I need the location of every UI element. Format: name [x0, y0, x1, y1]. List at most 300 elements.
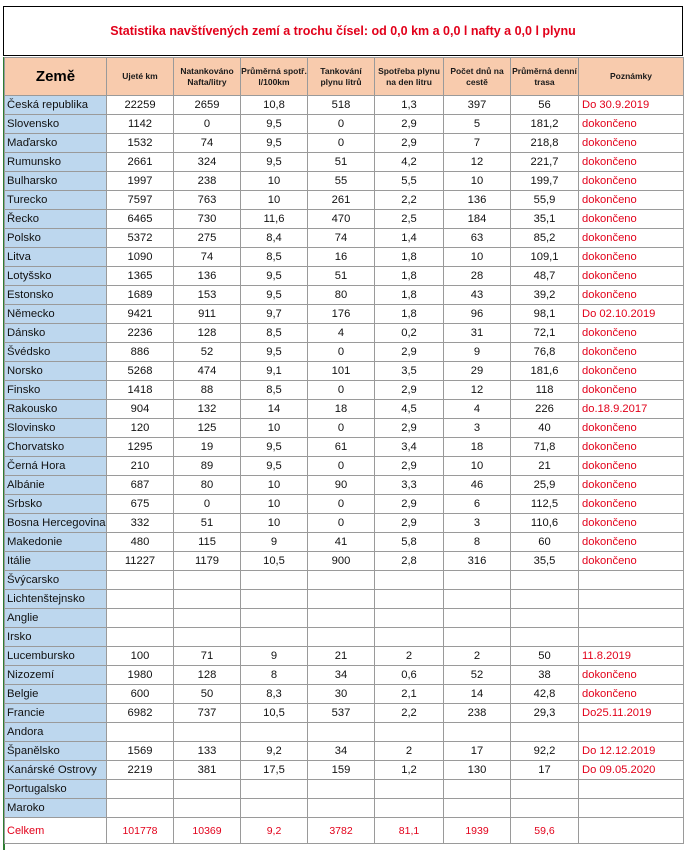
- cell-country[interactable]: Rakousko: [5, 400, 107, 419]
- cell-daily-route[interactable]: 39,2: [511, 286, 579, 305]
- cell-diesel[interactable]: 19: [174, 438, 241, 457]
- cell-diesel[interactable]: 80: [174, 476, 241, 495]
- cell-avg-consumption[interactable]: 14: [241, 400, 308, 419]
- cell-gas[interactable]: 30: [308, 685, 375, 704]
- cell-daily-route[interactable]: 218,8: [511, 134, 579, 153]
- cell-km[interactable]: 1418: [107, 381, 174, 400]
- cell-km[interactable]: 100: [107, 647, 174, 666]
- cell-days[interactable]: [444, 609, 511, 628]
- cell-country[interactable]: Slovinsko: [5, 419, 107, 438]
- cell-diesel[interactable]: 74: [174, 134, 241, 153]
- cell-gas[interactable]: 55: [308, 172, 375, 191]
- cell-diesel[interactable]: 911: [174, 305, 241, 324]
- cell-gas-per-day[interactable]: 0,6: [375, 666, 444, 685]
- cell-km[interactable]: [107, 590, 174, 609]
- cell-km[interactable]: 480: [107, 533, 174, 552]
- cell-gas-per-day[interactable]: 2,9: [375, 134, 444, 153]
- cell-days[interactable]: 238: [444, 704, 511, 723]
- cell-gas[interactable]: 0: [308, 134, 375, 153]
- cell-km[interactable]: 9421: [107, 305, 174, 324]
- cell-note[interactable]: [579, 609, 684, 628]
- cell-km[interactable]: [107, 609, 174, 628]
- cell-avg-consumption[interactable]: 10,5: [241, 552, 308, 571]
- cell-avg-consumption[interactable]: 9,5: [241, 134, 308, 153]
- cell-avg-consumption[interactable]: 8,4: [241, 229, 308, 248]
- cell-note[interactable]: dokončeno: [579, 324, 684, 343]
- cell-daily-route[interactable]: [511, 723, 579, 742]
- cell-km[interactable]: 1689: [107, 286, 174, 305]
- cell-avg-consumption[interactable]: 10: [241, 172, 308, 191]
- cell-avg-consumption[interactable]: [241, 723, 308, 742]
- column-header-gas[interactable]: Tankování plynu litrů: [308, 58, 375, 96]
- cell-gas-per-day[interactable]: 5,8: [375, 533, 444, 552]
- cell-avg-consumption[interactable]: 10: [241, 419, 308, 438]
- cell-note[interactable]: dokončeno: [579, 172, 684, 191]
- cell-daily-route[interactable]: 109,1: [511, 248, 579, 267]
- cell-note[interactable]: dokončeno: [579, 685, 684, 704]
- cell-gas[interactable]: 34: [308, 742, 375, 761]
- cell-days[interactable]: 46: [444, 476, 511, 495]
- cell-diesel[interactable]: 71: [174, 647, 241, 666]
- cell-note[interactable]: dokončeno: [579, 229, 684, 248]
- cell-avg-consumption[interactable]: [241, 571, 308, 590]
- cell-avg-consumption[interactable]: 9,1: [241, 362, 308, 381]
- cell-km[interactable]: 1365: [107, 267, 174, 286]
- cell-note[interactable]: do.18.9.2017: [579, 400, 684, 419]
- cell-country[interactable]: Estonsko: [5, 286, 107, 305]
- cell-km[interactable]: 5372: [107, 229, 174, 248]
- cell-km[interactable]: 675: [107, 495, 174, 514]
- cell-avg-consumption[interactable]: 8,5: [241, 324, 308, 343]
- cell-gas[interactable]: 0: [308, 495, 375, 514]
- cell-diesel[interactable]: 153: [174, 286, 241, 305]
- cell-diesel[interactable]: 474: [174, 362, 241, 381]
- cell-note[interactable]: dokončeno: [579, 419, 684, 438]
- cell-km[interactable]: [107, 723, 174, 742]
- cell-daily-route[interactable]: 48,7: [511, 267, 579, 286]
- cell-avg-consumption[interactable]: [241, 590, 308, 609]
- cell-days[interactable]: 96: [444, 305, 511, 324]
- cell-note[interactable]: dokončeno: [579, 134, 684, 153]
- cell-km[interactable]: [107, 799, 174, 818]
- column-header-notes[interactable]: Poznámky: [579, 58, 684, 96]
- cell-daily-route[interactable]: 118: [511, 381, 579, 400]
- cell-avg-consumption[interactable]: 9: [241, 533, 308, 552]
- cell-daily-route[interactable]: [511, 628, 579, 647]
- cell-country[interactable]: Řecko: [5, 210, 107, 229]
- cell-diesel[interactable]: [174, 723, 241, 742]
- cell-gas-per-day[interactable]: 2,9: [375, 495, 444, 514]
- cell-country[interactable]: Anglie: [5, 609, 107, 628]
- cell-days[interactable]: 7: [444, 134, 511, 153]
- cell-country[interactable]: Turecko: [5, 191, 107, 210]
- cell-km[interactable]: 5268: [107, 362, 174, 381]
- cell-gas-per-day[interactable]: 2: [375, 742, 444, 761]
- cell-note[interactable]: Do 12.12.2019: [579, 742, 684, 761]
- cell-km[interactable]: [107, 628, 174, 647]
- cell-daily-route[interactable]: 85,2: [511, 229, 579, 248]
- cell-avg-consumption[interactable]: 9,5: [241, 267, 308, 286]
- cell-daily-route[interactable]: 35,5: [511, 552, 579, 571]
- cell-gas[interactable]: 21: [308, 647, 375, 666]
- cell-gas[interactable]: 0: [308, 343, 375, 362]
- cell-note[interactable]: dokončeno: [579, 457, 684, 476]
- cell-diesel[interactable]: 1179: [174, 552, 241, 571]
- cell-daily-route[interactable]: 72,1: [511, 324, 579, 343]
- cell-gas-per-day[interactable]: 3,3: [375, 476, 444, 495]
- cell-note[interactable]: dokončeno: [579, 476, 684, 495]
- cell-gas[interactable]: 159: [308, 761, 375, 780]
- cell-note[interactable]: dokončeno: [579, 362, 684, 381]
- cell-country[interactable]: Norsko: [5, 362, 107, 381]
- total-cell-note[interactable]: [579, 818, 684, 844]
- cell-country[interactable]: Lotyšsko: [5, 267, 107, 286]
- cell-daily-route[interactable]: 181,6: [511, 362, 579, 381]
- cell-diesel[interactable]: 2659: [174, 96, 241, 115]
- cell-days[interactable]: 63: [444, 229, 511, 248]
- cell-km[interactable]: 1997: [107, 172, 174, 191]
- cell-days[interactable]: [444, 628, 511, 647]
- cell-note[interactable]: dokončeno: [579, 210, 684, 229]
- cell-gas[interactable]: 101: [308, 362, 375, 381]
- cell-km[interactable]: 2236: [107, 324, 174, 343]
- cell-note[interactable]: dokončeno: [579, 267, 684, 286]
- cell-days[interactable]: 10: [444, 248, 511, 267]
- total-label[interactable]: Celkem: [5, 818, 107, 844]
- cell-gas[interactable]: 41: [308, 533, 375, 552]
- cell-daily-route[interactable]: 25,9: [511, 476, 579, 495]
- cell-country[interactable]: Portugalsko: [5, 780, 107, 799]
- cell-gas-per-day[interactable]: 2,9: [375, 514, 444, 533]
- cell-country[interactable]: Makedonie: [5, 533, 107, 552]
- cell-daily-route[interactable]: 76,8: [511, 343, 579, 362]
- cell-daily-route[interactable]: 40: [511, 419, 579, 438]
- cell-country[interactable]: Bosna Hercegovina: [5, 514, 107, 533]
- total-cell-diesel[interactable]: 10369: [174, 818, 241, 844]
- cell-diesel[interactable]: 51: [174, 514, 241, 533]
- cell-country[interactable]: Albánie: [5, 476, 107, 495]
- cell-gas-per-day[interactable]: [375, 799, 444, 818]
- cell-km[interactable]: [107, 571, 174, 590]
- cell-country[interactable]: Itálie: [5, 552, 107, 571]
- cell-daily-route[interactable]: 55,9: [511, 191, 579, 210]
- cell-gas[interactable]: 34: [308, 666, 375, 685]
- cell-country[interactable]: Irsko: [5, 628, 107, 647]
- cell-days[interactable]: [444, 571, 511, 590]
- column-header-gas-per-day[interactable]: Spotřeba plynu na den litru: [375, 58, 444, 96]
- cell-gas-per-day[interactable]: 2,9: [375, 343, 444, 362]
- cell-note[interactable]: [579, 628, 684, 647]
- cell-gas-per-day[interactable]: 2,2: [375, 191, 444, 210]
- cell-daily-route[interactable]: 199,7: [511, 172, 579, 191]
- cell-gas-per-day[interactable]: [375, 628, 444, 647]
- cell-diesel[interactable]: [174, 609, 241, 628]
- cell-diesel[interactable]: 0: [174, 495, 241, 514]
- cell-avg-consumption[interactable]: [241, 609, 308, 628]
- cell-gas-per-day[interactable]: [375, 609, 444, 628]
- cell-gas-per-day[interactable]: 0,2: [375, 324, 444, 343]
- cell-note[interactable]: dokončeno: [579, 533, 684, 552]
- total-cell-daily-route[interactable]: 59,6: [511, 818, 579, 844]
- total-cell-gas-per-day[interactable]: 81,1: [375, 818, 444, 844]
- cell-country[interactable]: Srbsko: [5, 495, 107, 514]
- cell-days[interactable]: 3: [444, 514, 511, 533]
- cell-daily-route[interactable]: 38: [511, 666, 579, 685]
- cell-country[interactable]: Německo: [5, 305, 107, 324]
- cell-km[interactable]: 2219: [107, 761, 174, 780]
- cell-avg-consumption[interactable]: 9,5: [241, 286, 308, 305]
- cell-note[interactable]: dokončeno: [579, 514, 684, 533]
- cell-diesel[interactable]: [174, 571, 241, 590]
- cell-daily-route[interactable]: [511, 799, 579, 818]
- cell-gas[interactable]: 261: [308, 191, 375, 210]
- cell-gas-per-day[interactable]: 4,5: [375, 400, 444, 419]
- cell-gas-per-day[interactable]: 2: [375, 647, 444, 666]
- cell-country[interactable]: Slovensko: [5, 115, 107, 134]
- cell-gas-per-day[interactable]: [375, 590, 444, 609]
- cell-gas-per-day[interactable]: 2,9: [375, 457, 444, 476]
- cell-days[interactable]: 12: [444, 381, 511, 400]
- cell-days[interactable]: 29: [444, 362, 511, 381]
- cell-km[interactable]: 1532: [107, 134, 174, 153]
- cell-note[interactable]: [579, 571, 684, 590]
- cell-note[interactable]: dokončeno: [579, 666, 684, 685]
- cell-gas[interactable]: [308, 799, 375, 818]
- cell-country[interactable]: Nizozemí: [5, 666, 107, 685]
- cell-diesel[interactable]: 125: [174, 419, 241, 438]
- cell-days[interactable]: [444, 590, 511, 609]
- cell-diesel[interactable]: 88: [174, 381, 241, 400]
- cell-days[interactable]: 130: [444, 761, 511, 780]
- cell-daily-route[interactable]: 42,8: [511, 685, 579, 704]
- cell-avg-consumption[interactable]: 8,3: [241, 685, 308, 704]
- cell-diesel[interactable]: [174, 628, 241, 647]
- cell-days[interactable]: 18: [444, 438, 511, 457]
- cell-diesel[interactable]: 132: [174, 400, 241, 419]
- cell-gas-per-day[interactable]: 2,8: [375, 552, 444, 571]
- cell-diesel[interactable]: [174, 799, 241, 818]
- cell-km[interactable]: 22259: [107, 96, 174, 115]
- cell-gas[interactable]: 16: [308, 248, 375, 267]
- cell-km[interactable]: 210: [107, 457, 174, 476]
- cell-gas[interactable]: 900: [308, 552, 375, 571]
- cell-note[interactable]: [579, 723, 684, 742]
- cell-days[interactable]: 397: [444, 96, 511, 115]
- cell-country[interactable]: Litva: [5, 248, 107, 267]
- cell-km[interactable]: 120: [107, 419, 174, 438]
- cell-days[interactable]: 52: [444, 666, 511, 685]
- cell-avg-consumption[interactable]: 9,5: [241, 115, 308, 134]
- cell-diesel[interactable]: 136: [174, 267, 241, 286]
- cell-days[interactable]: 136: [444, 191, 511, 210]
- cell-days[interactable]: 14: [444, 685, 511, 704]
- cell-note[interactable]: dokončeno: [579, 248, 684, 267]
- cell-days[interactable]: 5: [444, 115, 511, 134]
- cell-days[interactable]: 6: [444, 495, 511, 514]
- cell-avg-consumption[interactable]: 9,5: [241, 457, 308, 476]
- cell-note[interactable]: [579, 780, 684, 799]
- cell-km[interactable]: 1142: [107, 115, 174, 134]
- cell-daily-route[interactable]: [511, 590, 579, 609]
- cell-gas[interactable]: 0: [308, 514, 375, 533]
- cell-gas[interactable]: [308, 628, 375, 647]
- cell-country[interactable]: Bulharsko: [5, 172, 107, 191]
- column-header-avg-consumption[interactable]: Průměrná spotř. l/100km: [241, 58, 308, 96]
- cell-daily-route[interactable]: [511, 780, 579, 799]
- column-header-country[interactable]: Země: [5, 58, 107, 96]
- cell-gas-per-day[interactable]: 1,3: [375, 96, 444, 115]
- column-header-days[interactable]: Počet dnů na cestě: [444, 58, 511, 96]
- cell-avg-consumption[interactable]: [241, 799, 308, 818]
- cell-diesel[interactable]: 128: [174, 324, 241, 343]
- cell-country[interactable]: Česká republika: [5, 96, 107, 115]
- cell-days[interactable]: 17: [444, 742, 511, 761]
- column-header-diesel[interactable]: Natankováno Nafta/litry: [174, 58, 241, 96]
- cell-daily-route[interactable]: [511, 571, 579, 590]
- cell-daily-route[interactable]: 221,7: [511, 153, 579, 172]
- cell-gas-per-day[interactable]: 2,2: [375, 704, 444, 723]
- cell-country[interactable]: Švédsko: [5, 343, 107, 362]
- cell-daily-route[interactable]: 35,1: [511, 210, 579, 229]
- cell-country[interactable]: Belgie: [5, 685, 107, 704]
- cell-gas[interactable]: [308, 723, 375, 742]
- cell-gas[interactable]: 0: [308, 381, 375, 400]
- cell-note[interactable]: Do 30.9.2019: [579, 96, 684, 115]
- cell-diesel[interactable]: 133: [174, 742, 241, 761]
- cell-diesel[interactable]: 737: [174, 704, 241, 723]
- cell-country[interactable]: Maďarsko: [5, 134, 107, 153]
- cell-note[interactable]: dokončeno: [579, 153, 684, 172]
- cell-days[interactable]: 4: [444, 400, 511, 419]
- cell-days[interactable]: [444, 780, 511, 799]
- cell-gas-per-day[interactable]: [375, 723, 444, 742]
- cell-gas-per-day[interactable]: 2,5: [375, 210, 444, 229]
- cell-gas-per-day[interactable]: 2,9: [375, 115, 444, 134]
- cell-gas[interactable]: 51: [308, 153, 375, 172]
- cell-daily-route[interactable]: 21: [511, 457, 579, 476]
- cell-gas[interactable]: 51: [308, 267, 375, 286]
- cell-diesel[interactable]: 763: [174, 191, 241, 210]
- cell-daily-route[interactable]: 56: [511, 96, 579, 115]
- cell-days[interactable]: 2: [444, 647, 511, 666]
- cell-km[interactable]: 2661: [107, 153, 174, 172]
- cell-daily-route[interactable]: 226: [511, 400, 579, 419]
- cell-note[interactable]: dokončeno: [579, 495, 684, 514]
- cell-gas-per-day[interactable]: 1,8: [375, 305, 444, 324]
- cell-gas-per-day[interactable]: 3,5: [375, 362, 444, 381]
- cell-gas-per-day[interactable]: 1,8: [375, 267, 444, 286]
- cell-country[interactable]: Andora: [5, 723, 107, 742]
- cell-diesel[interactable]: 74: [174, 248, 241, 267]
- cell-gas[interactable]: 518: [308, 96, 375, 115]
- cell-country[interactable]: Finsko: [5, 381, 107, 400]
- cell-note[interactable]: Do25.11.2019: [579, 704, 684, 723]
- cell-days[interactable]: 43: [444, 286, 511, 305]
- cell-diesel[interactable]: [174, 780, 241, 799]
- cell-avg-consumption[interactable]: 8,5: [241, 248, 308, 267]
- cell-note[interactable]: dokončeno: [579, 115, 684, 134]
- cell-country[interactable]: Maroko: [5, 799, 107, 818]
- cell-note[interactable]: dokončeno: [579, 552, 684, 571]
- cell-gas-per-day[interactable]: [375, 571, 444, 590]
- cell-avg-consumption[interactable]: 10: [241, 191, 308, 210]
- cell-gas[interactable]: [308, 571, 375, 590]
- cell-km[interactable]: [107, 780, 174, 799]
- cell-avg-consumption[interactable]: 8,5: [241, 381, 308, 400]
- cell-km[interactable]: 6982: [107, 704, 174, 723]
- cell-gas[interactable]: 0: [308, 115, 375, 134]
- cell-gas-per-day[interactable]: 1,4: [375, 229, 444, 248]
- cell-km[interactable]: 1569: [107, 742, 174, 761]
- cell-diesel[interactable]: 115: [174, 533, 241, 552]
- total-cell-avg-consumption[interactable]: 9,2: [241, 818, 308, 844]
- cell-country[interactable]: Černá Hora: [5, 457, 107, 476]
- cell-avg-consumption[interactable]: [241, 628, 308, 647]
- cell-gas-per-day[interactable]: 1,8: [375, 286, 444, 305]
- cell-avg-consumption[interactable]: 8: [241, 666, 308, 685]
- cell-daily-route[interactable]: 17: [511, 761, 579, 780]
- cell-note[interactable]: dokončeno: [579, 381, 684, 400]
- cell-note[interactable]: [579, 590, 684, 609]
- cell-km[interactable]: 7597: [107, 191, 174, 210]
- cell-days[interactable]: 9: [444, 343, 511, 362]
- cell-country[interactable]: Švýcarsko: [5, 571, 107, 590]
- cell-gas-per-day[interactable]: 5,5: [375, 172, 444, 191]
- cell-diesel[interactable]: 50: [174, 685, 241, 704]
- cell-note[interactable]: dokončeno: [579, 438, 684, 457]
- cell-gas[interactable]: [308, 609, 375, 628]
- cell-avg-consumption[interactable]: 10,8: [241, 96, 308, 115]
- cell-avg-consumption[interactable]: 10: [241, 514, 308, 533]
- cell-days[interactable]: 12: [444, 153, 511, 172]
- cell-avg-consumption[interactable]: 9,5: [241, 438, 308, 457]
- cell-gas[interactable]: 61: [308, 438, 375, 457]
- cell-avg-consumption[interactable]: 9,5: [241, 343, 308, 362]
- cell-km[interactable]: 886: [107, 343, 174, 362]
- cell-diesel[interactable]: 128: [174, 666, 241, 685]
- cell-gas-per-day[interactable]: 3,4: [375, 438, 444, 457]
- cell-km[interactable]: 1090: [107, 248, 174, 267]
- cell-daily-route[interactable]: [511, 609, 579, 628]
- cell-daily-route[interactable]: 112,5: [511, 495, 579, 514]
- cell-avg-consumption[interactable]: 9: [241, 647, 308, 666]
- cell-note[interactable]: dokončeno: [579, 343, 684, 362]
- cell-days[interactable]: 316: [444, 552, 511, 571]
- cell-days[interactable]: 28: [444, 267, 511, 286]
- cell-gas[interactable]: 0: [308, 419, 375, 438]
- cell-avg-consumption[interactable]: 9,2: [241, 742, 308, 761]
- cell-diesel[interactable]: 275: [174, 229, 241, 248]
- cell-note[interactable]: Do 02.10.2019: [579, 305, 684, 324]
- cell-days[interactable]: 3: [444, 419, 511, 438]
- cell-daily-route[interactable]: 98,1: [511, 305, 579, 324]
- cell-note[interactable]: [579, 799, 684, 818]
- cell-country[interactable]: Španělsko: [5, 742, 107, 761]
- cell-gas[interactable]: 470: [308, 210, 375, 229]
- cell-diesel[interactable]: 0: [174, 115, 241, 134]
- cell-daily-route[interactable]: 181,2: [511, 115, 579, 134]
- cell-country[interactable]: Chorvatsko: [5, 438, 107, 457]
- cell-km[interactable]: 687: [107, 476, 174, 495]
- total-cell-gas[interactable]: 3782: [308, 818, 375, 844]
- cell-diesel[interactable]: 324: [174, 153, 241, 172]
- cell-avg-consumption[interactable]: 17,5: [241, 761, 308, 780]
- cell-gas-per-day[interactable]: 4,2: [375, 153, 444, 172]
- cell-km[interactable]: 11227: [107, 552, 174, 571]
- cell-daily-route[interactable]: 50: [511, 647, 579, 666]
- cell-gas[interactable]: 176: [308, 305, 375, 324]
- cell-gas[interactable]: [308, 590, 375, 609]
